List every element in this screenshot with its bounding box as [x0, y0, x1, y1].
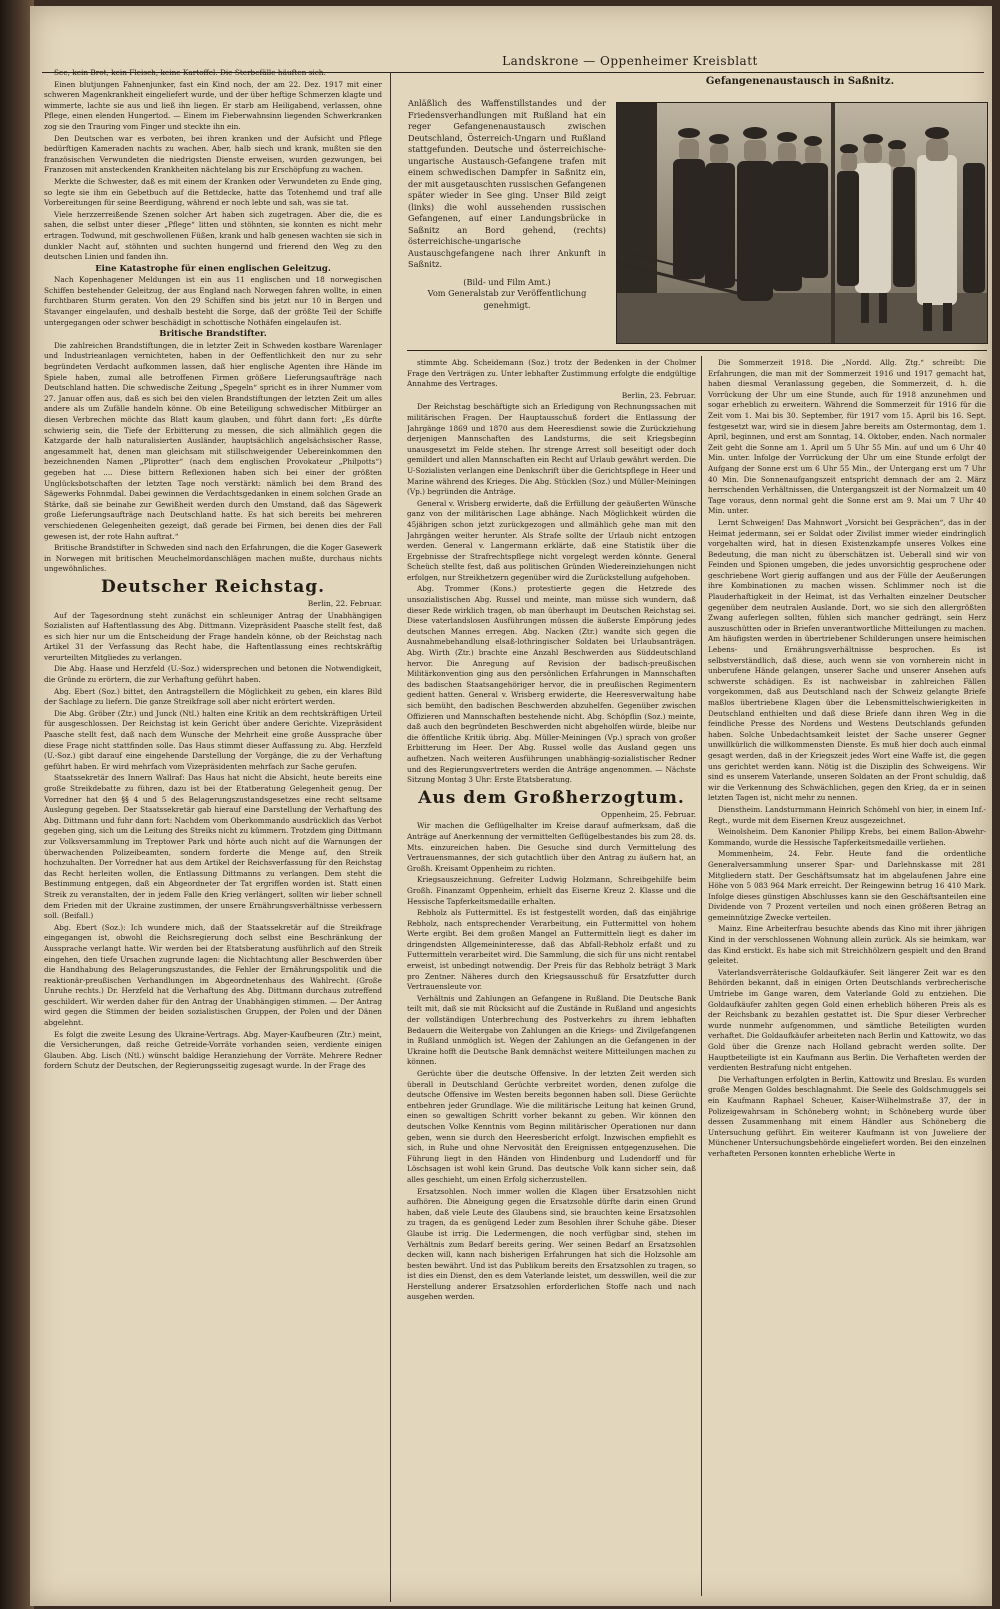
headline-grossherzogtum: Aus dem Großherzogtum.	[418, 787, 685, 808]
article-paragraph: Verhältnis und Zahlungen an Gefangene in Rußland. Die Deutsche Bank teilt mit, daß sie mit Rücksicht auf die Zustände in Rußland und angesichts der vollständigen Unterbrechung des Postverkehrs zu ihrem lebhaften Bedauern die Weitergabe von Zahlungen an die Kriegs- und Zivilgefangenen in Rußland unmöglich ist. Wegen der Zahlungen an die Gefangenen in der Ukraine hofft die Deutsche Bank demnächst weitere Mitteilungen machen zu können.	[407, 993, 696, 1067]
article-paragraph: Mommenheim, 24. Febr. Heute fand die ordentliche Generalversammlung unserer Spar- und Darlehnskasse mit 281 Mitgliedern statt. Der Geschäftsumsatz hat im abgelaufenen Jahre eine Höhe von 5 083 964 Mark erreicht. Der Reingewinn betrug 16 410 Mark. Infolge dieses günstigen Abschlusses kann sie den Geschäftsanteilen eine Dividende von 7 Prozent verteilen und noch einen größeren Betrag an gemeinnützige Zwecke verteilen.	[708, 849, 986, 922]
article-paragraph: Britische Brandstifter in Schweden sind nach den Erfahrungen, die die Koger Gasewerk in Norwegen mit britischen Meuchelmordanschlägen machen mußte, durchaus nichts ungewöhnliches.	[44, 543, 382, 574]
article-paragraph: Weinolsheim. Dem Kanonier Philipp Krebs, bei einem Ballon-Abwehr-Kommando, wurde die Hessische Tapferkeitsmedaille verliehen.	[708, 827, 986, 847]
photo-section-title: Gefangenenaustausch in Saßnitz.	[705, 76, 895, 87]
article-paragraph: Staatssekretär des Innern Wallraf: Das Haus hat nicht die Absicht, heute bereits eine große Streikdebatte zu führen, dazu ist bei der Etatberatung Gelegenheit genug. Der Vorredner hat den §§ 4 und 5 des Belagerungszustandsgesetzes eine recht seltsame Auslegung gegeben. Der Staatssekretär gab hierauf eine Darstellung der Verhaftung des Abg. Dittmann und fuhr dann fort: Nachdem vom Oberkommando ausdrücklich das Verbot gegeben ging, sich um die Leitung des Streiks nicht zu kümmern. Trotzdem ging Dittmann zur Volksversammlung im Treptower Park und hörte auch nicht auf die Warnungen der überwachenden Polizeibeamten, sondern forderte die Menge auf, den Streik hochzuhalten. Der Vorredner hat aus dem Artikel der Reichsverfassung für den Reichstag das Recht herleiten wollen, die Entlassung Dittmanns zu verlangen. Dem steht die Bestimmung entgegen, daß ein Abgeordneter der Tat ergriffen worden ist. Statt einen Streik zu veranstalten, der in jedem Falle den Krieg verlängert, sollten wir lieber schnell dem Frieden mit der Ukraine zustimmen, der unsere Ernährungsverhältnisse verbessern soll. (Beifall.)	[44, 773, 382, 921]
article-paragraph: Die Abg. Gröber (Ztr.) und Junck (Ntl.) halten eine Kritik an dem rechtskräftigen Urteil für ausgeschlossen. Der Reichstag ist kein Gericht über andere Gerichte. Vizepräsident Paasche stellt fest, daß nach dem Wunsche der Mehrheit eine große Aussprache über diese Frage nicht stattfinden solle. Das Haus stimmt dieser Auffassung zu. Abg. Herzfeld (U.-Soz.) gibt darauf eine eingehende Darstellung der Vorgänge, die zu der Verhaftung geführt haben. Er wird mehrfach vom Vizepräsidenten mehrfach zur Sache gerufen.	[44, 708, 382, 771]
subheading-arsonists: Britische Brandstifter.	[159, 329, 267, 340]
article-paragraph: Abg. Trommer (Kons.) protestierte gegen die Hetzrede des unsozialistischen Abg. Russel und meinte, man müsse sich wundern, daß dieser Rede wirklich tragen, ob man überhaupt im Deutschen Reichstag sei. Diese vaterlandslosen Ausführungen müssen die äußerste Empörung jedes deutschen Mannes erregen. Abg. Nacken (Ztr.) wandte sich gegen die Ausnahmebehandlung elsaß-lothringischer Soldaten bei Urlaubsanträgen. Abg. Wirth (Ztr.) brachte eine Anzahl Beschwerden aus Süddeutschland hervor. Die Anregung auf Revision der badisch-preußischen Militärkonvention ging aus den persönlichen Erfahrungen in Mannschaften des badischen Staatsangehöriger hervor, die in preußischen Regimentern gedient hatten. General v. Wrisberg erwiderte, die Heeresverwaltung habe sich bemüht, den badischen Beschwerden abzuhelfen. Gegenüber zwischen Offizieren und Mannschaften bestehende nicht. Abg. Schöpflin (Soz.) meinte, daß auch den begründeten Beschwerden nicht abgeholfen würde, bleibe nur die öffentliche Kritik übrig. Abg. Müller-Meiningen (Vp.) sprach von großer Erbitterung im Heer. Der Abg. Russel wolle das Ausland gegen uns aufhetzen. Nach weiteren Ausführungen unabhängig-sozialistischer Redner und des Regierungsvertreters werden die Anträge angenommen. — Nächste Sitzung Montag 3 Uhr: Erste Etatsberatung.	[407, 584, 696, 785]
column-2	[407, 358, 696, 1558]
article-paragraph: Kriegsauszeichnung. Gefreiter Ludwig Holzmann, Schreibgehilfe beim Großh. Finanzamt Oppenheim, erhielt das Eiserne Kreuz 2. Klasse und die Hessische Tapferkeitsmedaille erhalten.	[407, 875, 696, 906]
photo-credit: (Bild- und Film Amt.)	[463, 276, 551, 287]
photo-caption	[408, 98, 606, 311]
article-paragraph: Die zahlreichen Brandstiftungen, die in letzter Zeit in Schweden kostbare Warenlager und Industrieanlagen vernichteten, haben in der Oeffentlichkeit den nur zu sehr begründeten Verdacht aufkommen lassen, daß hier englische Agenten ihre Hände im Spiele haben, zumal alle betroffenen Firmen größere Lieferungsaufträge nach Deutschland hatten. Die schwedische Zeitung „Spegeln“ spricht es in ihrer Nummer vom 27. Januar offen aus, daß es sich bei den vielen Brandstiftungen der letzten Zeit um alles andere als um Zufälle handeln könne. Ob eine Beteiligung schwedischer Mitbürger an diesen Verbrechen möchte das Blatt kaum glauben, und führt dann fort: „Es dürfte schwierig sein, die Tiefe der Erbitterung zu messen, die sich allmählich gegen die Katzgarde der halb naturalisierten Ausländer, hauptsächlich angelsächsischer Rasse, angesammelt hat, denen man gleichsam mit stillschweigender Uebereinkommen den bezeichnenden Namen „Pliprotter“ (nach dem englischen Provokateur „Philpotts“) gegeben hat .... Diese bittern Reflexionen haben sich bei einer der größten Unglücksbotschaften der letzten Tage noch verstärkt: nämlich bei dem Brand des Sägewerks Fohnmdal. Dabei gewinnen die Verdachtsgedanken in einem solchen Grade an Stärke, daß sie beinahe zur Gewißheit werden durch den Umstand, daß das Sägewerk große Lieferungsaufträge nach Deutschland hatte. Es hat sich bereits bei mehreren verschiedenen Gelegenheiten gezeigt, daß gerade bei Firmen, bei denen dies der Fall gewesen ist, der rote Hahn auftrat.“	[44, 340, 382, 541]
column-divider-1	[390, 72, 391, 1602]
article-paragraph: General v. Wrisberg erwiderte, daß die Erfüllung der geäußerten Wünsche ganz von der militärischen Lage abhänge. Nach Möglichkeit würden die 45jährigen schon jetzt zurückgezogen und allmählich gehe man mit den Jahrgängen weiter herunter. Als Strafe sollte der Urlaub nicht entzogen werden. General v. Langermann erklärte, daß eine Statistik über die Ergebnisse der Strafrechtspflege nicht vorgelegt werden könnte. General Scheüch stellte fest, daß aus politischen Gründen Wiedereinziehungen nicht erfolgen, nur Streikhetzern gegenüber wird die Zurückstellung aufgehoben.	[407, 498, 696, 582]
photo-image	[617, 103, 987, 343]
article-paragraph: Abg. Ebert (Soz.): Ich wundere mich, daß der Staatssekretär auf die Streikfrage eingegangen ist, obwohl die Reichsregierung doch selbst eine Beschränkung der Aussprache verlangt hatte. Wir werden bei der Etatsberatung ausführlich auf den Streik eingehen, den tiefe Ursachen zugrunde lagen: die Nichtachtung aller Beschwerden über die Handhabung des Belagerungszustandes, die Fehler der Ernährungspolitik und die reaktionär-preußischen Verhandlungen im Abgeordnetenhaus des Wahlrecht. (Große Unruhe rechts.) Dr. Herzfeld hat die Verhaftung des Abg. Dittmann durchaus zutreffend geschildert. Wir werden daher für den Antrag der Unabhängigen stimmen. — Der Antrag wird gegen die Stimmen der beiden sozialistischen Gruppen, der Polen und der Dänen abgelehnt.	[44, 922, 382, 1028]
article-paragraph: stimmte Abg. Scheidemann (Soz.) trotz der Bedenken in der Cholmer Frage den Verträgen zu. Unter lebhafter Zustimmung erfolgte die endgültige Annahme des Vertrages.	[407, 358, 696, 389]
article-paragraph: Es folgt die zweite Lesung des Ukraine-Vertrags. Abg. Mayer-Kaufbeuren (Ztr.) meint, die Versicherungen, daß reiche Getreide-Vorräte vorhanden seien, verdiente einigen Glauben. Abg. Lisch (Ntl.) wünscht baldige Heranziehung der Vorräte. Mehrere Redner fordern Schutz der Deutschen, der Regierungsseitig zugesagt wurde. In der Frage des	[44, 1029, 382, 1071]
article-paragraph: Viele herzzerreißende Szenen solcher Art haben sich zugetragen. Aber die, die es sahen, die selbst unter dieser „Pflege“ litten und stöhnten, sie konnten es nicht mehr ertragen. Todwund, mit geschwollenen Füßen, krank und halb genesen wachten sie sich in dunkler Nacht auf, stöhnten und suchten hungernd und frierend den Weg zu den deutschen Linien und fanden ihn.	[44, 209, 382, 262]
article-paragraph: Abg. Ebert (Soz.) bittet, den Antragstellern die Möglichkeit zu geben, ein klares Bild der Sachlage zu liefern. Die ganze Streikfrage soll aber nicht erörtert werden.	[44, 686, 382, 707]
article-paragraph: Lernt Schweigen! Das Mahnwort „Vorsicht bei Gesprächen“, das in der Heimat jedermann, sei er Soldat oder Zivilist immer wieder eindringlich vorgehalten wird, hat in diesen Existenzkampfe unseres Volkes eine Bedeutung, die man nicht zu überschätzen ist. Ueberall sind wir von Feinden und Spionen umgeben, die jedes unvorsichtig gesprochene oder geschriebene Wort gierig auffangen und aus der Fülle der Aeußerungen ihre Kombinationen zu machen wissen. Schlimmer noch ist die Plauderhaftigkeit in der Heimat, ist das Verhalten einzelner Deutscher gegenüber dem neutralen Auslande. Dort, wo sie sich den allergrößten Zwang auferlegen sollten, fühlen sich mancher gedrängt, sein Herz auszuschütten oder in Briefen unverantwortliche Mitteilungen zu machen. Am häufigsten werden in übertriebener Schilderungen unsere heimischen Lebens- und Ernährungsverhältnisse besprochen. Es ist selbstverständlich, daß diese, auch wenn sie von vornherein nicht in unberufene Hände gelangen, unserer Sache und unserer Ansehen aufs schwerste schädigen. Es ist nachweisbar in zahlreichen Fällen vorgekommen, daß aus Deutschland nach der Schweiz gelangte Briefe maßlos übertriebene Klagen über die Lebensmittelschwierigkeiten in Deutschland enthielten und daß diese Briefe dann ihren Weg in die feindliche Presse des Nordens und Westens Deutschlands gefunden haben. Solche Unbedachtsamkeit leistet der Sache unserer Gegner unwillkürlich die willkommensten Dienste. Es muß hier doch auch einmal gesagt werden, daß in der Kriegszeit jedes Wort eine Waffe ist, die gegen uns gerichtet werden kann. Nötig ist die Disziplin des Schweigens. Wir sind es unserem Vaterlande, unseren Soldaten an der Front schuldig, daß wir die Verkennung des Schwächlichen, gegen den Krieg, da er in seinen letzten Tagen ist, nicht mehr zu nennen.	[708, 517, 986, 803]
article-paragraph: Einen blutjungen Fahnenjunker, fast ein Kind noch, der am 22. Dez. 1917 mit einer schweren Magenkrankheit eingeliefert wurde, und der über heftige Schmerzen klagte und wimmerte, lachte sie aus und ließ ihn liegen. Er starb am Heiligabend, verlassen, ohne Pflege, einen elenden Hungertod. — Einem im Fieberwahnsinn liegenden Schwerkranken zog sie den Trauring vom Finger und steckte ihn ein.	[44, 79, 382, 131]
article-paragraph: See, kein Brot, kein Fleisch, keine Kartoffel. Die Sterbefälle häuften sich.	[54, 68, 326, 77]
article-paragraph: Rebholz als Futtermittel. Es ist festgestellt worden, daß das einjährige Rebholz, nach entsprechender Verarbeitung, ein Futtermittel von hohem Werte ergibt. Bei dem großen Mangel an Futtermitteln liegt es daher im dringendsten Allgemeininteresse, daß das Abfall-Rebholz erfaßt und zu Futtermitteln verarbeitet wird. Die Sammlung, die sich für uns nicht rentabel erweist, ist unbedingt notwendig. Der Preis für das Rebholz beträgt 3 Mark pro Zentner. Näheres durch den Kriegsausschuß für Ersatzfutter durch Vertrauensleute vor.	[407, 908, 696, 992]
article-paragraph: Vaterlandsverräterische Goldaufkäufer. Seit längerer Zeit war es den Behörden bekannt, daß in einigen Orten Deutschlands verbrecherische Umtriebe im Gange waren, dem Vaterlande Gold zu entziehen. Die Goldaufkäufer zahlten gegen Gold einen erheblich höheren Preis als es der Reichsbank zu bezahlen gestattet ist. Die Spur dieser Verbrecher wurde nunmehr aufgenommen, und sämtliche Beteiligten wurden verhaftet. Die Goldaufkäufer arbeiteten nach Berlin und Kattowitz, wo das Gold über die Grenze nach Holland gebracht werden sollte. Der Hauptbeteiligte ist ein Kaufmann aus Berlin. Die Verhafteten werden der verdienten Bestrafung nicht entgehen.	[708, 967, 986, 1073]
article-paragraph: Dienstheim. Landsturmmann Heinrich Schömehl von hier, in einem Inf.-Regt., wurde mit dem Eisernen Kreuz ausgezeichnet.	[708, 804, 986, 825]
column-1	[44, 68, 382, 1598]
article-paragraph: Der Reichstag beschäftigte sich an Erledigung von Rechnungssachen mit militärischen Fragen. Der Hauptausschuß fordert die Entlassung der Jahrgänge 1869 und 1870 aus dem Heeresdienst sowie die Zurückziehung derjenigen Mannschaften des Landsturms, die seit Kriegsbeginn unausgesetzt im Felde stehen. Ihr strenge Arrest soll beseitigt oder doch gemildert und allen Mannschaften ein Recht auf Urlaub gewährt werden. Die U-Sozialisten verlangen eine Denkschrift über die Gerichtspflege in Heer und Marine während des Krieges. Die Abg. Stücklen (Soz.) und Müller-Meiningen (Vp.) begründen die Anträge.	[407, 402, 696, 497]
column-3	[708, 358, 986, 1598]
article-paragraph: Die Verhaftungen erfolgten in Berlin, Kattowitz und Breslau. Es wurden große Mengen Goldes beschlagnahmt. Die Seele des Goldschmuggels sei ein Kaufmann Raphael Scheuer, Kaiser-Wilhelmstraße 37, der in Polizeigewahrsam in Schöneberg wohnt; in Schöneberg wurde über dessen Zusammenhang mit einem Händler aus Schöneberg die Untersuchung geführt. Ein weiterer Kaufmann ist von Juweliere der Münchener Untersuchungsbehörde eingeliefert worden. Bei den einzelnen verhafteten Personen konnten erhebliche Werte in	[708, 1074, 986, 1158]
column-divider-2	[701, 356, 702, 1596]
dateline: Berlin, 23. Februar.	[621, 390, 696, 400]
photo-section-rule	[407, 350, 987, 351]
book-spine	[0, 0, 34, 1609]
headline-reichstag: Deutscher Reichstag.	[100, 576, 326, 597]
dateline-reichstag: Berlin, 22. Februar.	[307, 598, 382, 608]
article-paragraph: Die Abg. Haase und Herzfeld (U.-Soz.) widersprechen und betonen die Notwendigkeit, die Gründe zu erörtern, die zur Verhaftung geführt haben.	[44, 664, 382, 685]
article-paragraph: Auf der Tagesordnung steht zunächst ein schleuniger Antrag der Unabhängigen Sozialisten auf Haftentlassung des Abg. Dittmann. Vizepräsident Paasche stellt fest, daß es sich hier nur um die Entscheidung der Frage handeln könne, ob der Reichstag nach Artikel 31 der Verfassung das Recht habe, die Haftentlassung eines rechtskräftig verurteilten Mitgliedes zu verlangen.	[44, 610, 382, 662]
article-paragraph: Die Sommerzeit 1918. Die „Nordd. Allg. Ztg.“ schreibt: Die Erfahrungen, die man mit der Sommerzeit 1916 und 1917 gemacht hat, haben diesmal Veranlassung gegeben, die Sommerzeit, d. h. die Vorrückung der Uhr um eine Stunde, auch für 1918 anzunehmen und sogar erheblich zu erweitern. Während die Sommerzeit für 1916 für die Zeit vom 1. Mai bis 30. September, für 1917 vom 15. April bis 16. Sept. festgesetzt war, wird sie in diesem Jahre bereits am Ostermontag, dem 1. April, beginnen, und erst am Sonntag, 14. Oktober, enden. Nach normaler Zeit geht die Sonne am 1. April um 5 Uhr 55 Min. auf und um 6 Uhr 40 Min. unter. Infolge der Vorrückung der Uhr um eine Stunde erfolgt der Aufgang der Sonne erst um 6 Uhr 55 Min., der Untergang erst um 7 Uhr 40 Min. Die Sonnenaufgangszeit entspricht demnach der am 2. März herrschenden Verhältnissen, die Untergangszeit ist der Normalzeit um 40 Tage voraus, denn normal geht die Sonne erst am 9. Mai um 7 Uhr 40 Min. unter.	[708, 358, 986, 516]
article-paragraph: Gerüchte über die deutsche Offensive. In der letzten Zeit werden sich überall in Deutschland Gerüchte verbreitet worden, denen zufolge die deutsche Offensive im Westen bereits begonnen haben soll. Diese Gerüchte entbehren jeder Grundlage. Wie die militärische Leitung hat keinen Grund, einen so gewaltigen Schritt vorher bekannt zu geben. Wir können den deutschen Volke Kenntnis vom Beginn militärischer Operationen nur dann geben, wenn sie durch den Heeresbericht erfolgt. Inzwischen empfiehlt es sich, in Ruhe und ohne Nervosität den Ereignissen entgegenzusehen. Die Führung liegt in den Händen von Hindenburg und Ludendorff und für Löschsagen ist wohl kein Grund. Das deutsche Volk kann sicher sein, daß alles geschieht, um einen Erfolg sicherzustellen.	[407, 1069, 696, 1184]
article-paragraph: Merkte die Schwester, daß es mit einem der Kranken oder Verwundeten zu Ende ging, so legte sie ihm ein Gebetbuch auf die Bettdecke, hatte das Totenhemd und traf alle Vorbereitungen für seine Beerdigung, während er noch lebte und sah, was sie tat.	[44, 176, 382, 208]
caption-text: Anläßlich des Waffenstillstandes und der Friedensverhandlungen mit Rußland hat ein reger Gefangenenaustausch zwischen Deutschland, Österreich-Ungarn und Rußland stattgefunden. Deutsche und österreichische-ungarische Austausch-Gefangene trafen mit einem schwedischen Dampfer in Saßnitz ein, der mit ausgetauschten russischen Gefangenen später wieder in See ging. Unser Bild zeigt (links) die wohl aussehenden russischen Gefangenen, auf einer Landungsbrücke in Saßnitz an Bord gehend, (rechts) österreichische-ungarische Austauschgefangene nach ihrer Ankunft in Saßnitz.	[408, 98, 606, 269]
article-paragraph: Nach Kopenhagener Meldungen ist ein aus 11 englischen und 18 norwegischen Schiffen bestehender Geleitzug, der aus England nach Norwegen fahren wollte, in einen furchtbaren Sturm geraten. Von den 29 Schiffen sind bis jetzt nur 10 in Bergen und Stavanger eingelaufen, und deshalb besteht die Sorge, daß der größte Teil der Schiffe untergegangen oder schwer beschädigt in schottische Nothäfen eingelaufen ist.	[44, 275, 382, 327]
subheading-convoy: Eine Katastrophe für einen englischen Geleitzug.	[95, 263, 331, 274]
article-paragraph: Wir machen die Geflügelhalter im Kreise darauf aufmerksam, daß die Anträge auf Anerkennung der vermittelten Geflügelbestandes bis zum 28. ds. Mts. einzureichen haben. Die Gesuche sind durch Vermittelung des Vertrauensmannes, der sich gutachtlich über den Antrag zu äußern hat, an Großh. Kreisamt Oppenheim zu richten.	[407, 821, 696, 873]
prisoner-exchange-photo	[616, 102, 988, 344]
page-header: Landskrone — Oppenheimer Kreisblatt	[502, 54, 758, 68]
article-paragraph: Den Deutschen war es verboten, bei ihren kranken und der Aufsicht und Pflege bedürftigen Kameraden nachts zu wachen. Aber, halb siech und krank, mußten sie den französischen Verwundeten die niedrigsten Dienste erweisen, wurden gezwungen, bei Franzosen mit ansteckenden Krankheiten nächtelang bis zur Erschöpfung zu wachen.	[44, 133, 382, 175]
article-paragraph: Ersatzsohlen. Noch immer wollen die Klagen über Ersatzsohlen nicht aufhören. Die Abneigung gegen die Ersatzsohle dürfte darin einen Grund haben, daß viele Leute des Glaubens sind, sie brauchten keine Ersatzsohlen zu tragen, da es genügend Leder zum Besohlen ihrer Schuhe gäbe. Dieser Glaube ist irrig. Die Ledermengen, die noch verfügbar sind, stehen im Verhältnis zum Bedarf bereits gering. Wer seinen Bedarf an Ersatzsohlen decken will, kann nach bisherigen Erfahrungen hat sich die Holzsohle am besten bewährt. Und ist das Publikum bereits den Ersatzsohlen zu tragen, so ist dies ein Dienst, den es dem Vaterlande leistet, um desswillen, weil die zur Herstellung anderer Ersatzsohlen erforderlichen Stoffe nach und nach ausgehen werden.	[407, 1186, 696, 1302]
dateline: Oppenheim, 25. Februar.	[601, 809, 696, 819]
article-paragraph: Mainz. Eine Arbeiterfrau besuchte abends das Kino mit ihrer jährigen Kind in der verschlossenen Wohnung allein zurück. Als sie heimkam, war das Kind erstickt. Es habe sich mit Streichhölzern gespielt und den Brand geleitet.	[708, 924, 986, 966]
photo-source: Vom Generalstab zur Veröffentlichung genehmigt.	[427, 288, 587, 310]
newspaper-page	[30, 6, 992, 1606]
